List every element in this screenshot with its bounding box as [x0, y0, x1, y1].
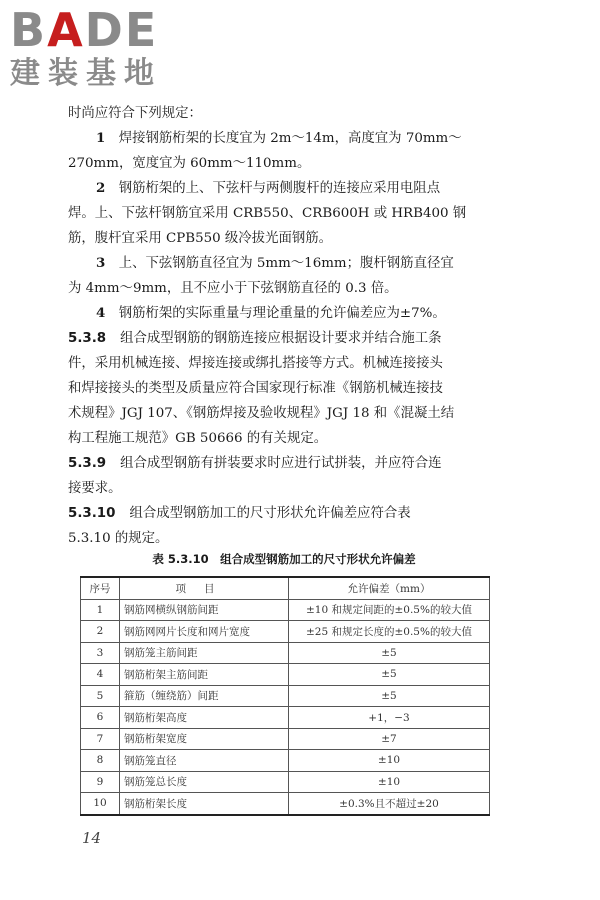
- cell-no: 8: [81, 750, 120, 772]
- table-row: [81, 771, 490, 793]
- cell-item: 钢筋笼总长度: [120, 771, 289, 793]
- cell-item: 钢筋桁架高度: [120, 707, 289, 729]
- cell-item: 箍筋（缠绕筋）间距: [120, 685, 289, 707]
- cell-tolerance: ±5: [289, 685, 490, 707]
- header-item: 项目: [120, 577, 289, 599]
- table-header-row: [81, 577, 490, 599]
- clause-4: 4 钢筋桁架的实际重量与理论重量的允许偏差应为±7%。: [96, 305, 446, 321]
- cell-tolerance: ±10: [289, 750, 490, 772]
- table-row: [81, 599, 490, 621]
- text-line: 件，采用机械连接、焊接连接或绑扎搭接等方式。机械连接接头: [68, 356, 443, 371]
- cell-item: 钢筋网网片长度和网片宽度: [120, 621, 289, 643]
- cell-no: 5: [81, 685, 120, 707]
- cell-item: 钢筋桁架主筋间距: [120, 664, 289, 686]
- table-row: [81, 642, 490, 664]
- cell-tolerance: ±0.3%且不超过±20: [289, 793, 490, 815]
- header-no: 序号: [81, 577, 120, 599]
- text-line: 为 4mm～9mm，且不应小于下弦钢筋直径的 0.3 倍。: [68, 281, 398, 296]
- text-line: 术规程》JGJ 107、《钢筋焊接及验收规程》JGJ 18 和《混凝土结: [68, 406, 455, 421]
- clause-3: 3 上、下弦钢筋直径宜为 5mm～16mm；腹杆钢筋直径宜: [96, 255, 454, 271]
- cell-no: 4: [81, 664, 120, 686]
- text-line: 时尚应符合下列规定：: [68, 106, 202, 121]
- text-line: 270mm，宽度宜为 60mm～110mm。: [68, 156, 311, 171]
- text-line: 构工程施工规范》GB 50666 的有关规定。: [68, 431, 328, 446]
- text-line: 5.3.10 的规定。: [68, 531, 169, 546]
- cell-no: 10: [81, 793, 120, 815]
- cell-tolerance: ±10 和规定间距的±0.5%的较大值: [289, 599, 490, 621]
- cell-tolerance: ±25 和规定长度的±0.5%的较大值: [289, 621, 490, 643]
- table-caption: 表 5.3.10 组合成型钢筋加工的尺寸形状允许偏差: [152, 552, 416, 566]
- bade-logo: [10, 3, 162, 92]
- table-row: [81, 664, 490, 686]
- body-text: [68, 101, 500, 551]
- clause-2: 2 钢筋桁架的上、下弦杆与两侧腹杆的连接应采用电阻点: [96, 180, 441, 196]
- table-row: [81, 728, 490, 750]
- cell-no: 9: [81, 771, 120, 793]
- cell-tolerance: ±5: [289, 664, 490, 686]
- cell-tolerance: ±5: [289, 642, 490, 664]
- text-line: 筋，腹杆宜采用 CPB550 级冷拔光面钢筋。: [68, 231, 333, 246]
- cell-tolerance: ±7: [289, 728, 490, 750]
- tolerance-table: [80, 576, 490, 816]
- logo-wordmark: BADE: [10, 3, 159, 57]
- cell-item: 钢筋笼直径: [120, 750, 289, 772]
- cell-item: 钢筋桁架宽度: [120, 728, 289, 750]
- table-row: [81, 793, 490, 815]
- section-5-3-8: 5.3.8 组合成型钢筋的钢筋连接应根据设计要求并结合施工条: [68, 331, 442, 346]
- clause-1: 1 焊接钢筋桁架的长度宜为 2m～14m，高度宜为 70mm～: [96, 130, 462, 146]
- section-5-3-10: 5.3.10 组合成型钢筋加工的尺寸形状允许偏差应符合表: [68, 506, 411, 521]
- cell-item: 钢筋笼主筋间距: [120, 642, 289, 664]
- cell-tolerance: +1，−3: [289, 707, 490, 729]
- page-number: 14: [82, 829, 102, 847]
- cell-no: 6: [81, 707, 120, 729]
- table-row: [81, 750, 490, 772]
- cell-no: 7: [81, 728, 120, 750]
- text-line: 接要求。: [68, 481, 122, 496]
- cell-tolerance: ±10: [289, 771, 490, 793]
- text-line: 焊。上、下弦杆钢筋宜采用 CRB550、CRB600H 或 HRB400 钢: [68, 206, 467, 221]
- logo-chinese: 建装基地: [10, 56, 162, 91]
- cell-item: 钢筋桁架长度: [120, 793, 289, 815]
- section-5-3-9: 5.3.9 组合成型钢筋有拼装要求时应进行试拼装，并应符合连: [68, 456, 442, 471]
- cell-no: 2: [81, 621, 120, 643]
- text-line: 和焊接接头的类型及质量应符合国家现行标准《钢筋机械连接技: [68, 381, 443, 396]
- table-row: [81, 621, 490, 643]
- cell-no: 3: [81, 642, 120, 664]
- table-row: [81, 707, 490, 729]
- table-row: [81, 685, 490, 707]
- header-tolerance: 允许偏差（mm）: [289, 577, 490, 599]
- cell-no: 1: [81, 599, 120, 621]
- cell-item: 钢筋网横纵钢筋间距: [120, 599, 289, 621]
